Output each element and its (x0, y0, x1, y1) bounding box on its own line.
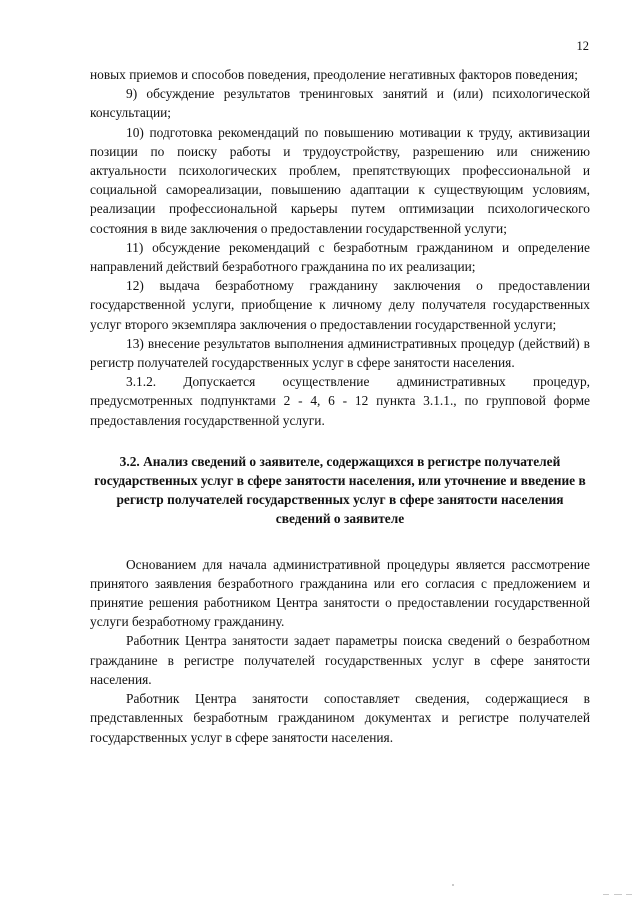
section-spacer (90, 430, 590, 452)
list-item-10: 10) подготовка рекомендаций по повышению мотивации к труду, активизации позиции по поиску работы и трудоустройству, разрешению или снижению актуальности психологических проблем, препятствующих профессиональной и социальной самореализации, повышению адаптации к существующим условиям, реализации профессиональной карьеры путем оптимизации психологического состояния в виде заключения о предоставлении государственной услуги; (90, 124, 590, 236)
list-item-9: 9) обсуждение результатов тренинговых занятий и (или) психологической консультации; (90, 86, 590, 121)
section-paragraph: Основанием для начала административной процедуры является рассмотрение принятого заявления безработного гражданина или его согласия с предложением и принятие решения работником Центра занятости о предоставлении государственной услуги безработному гражданину. (90, 556, 590, 630)
scan-speck (626, 894, 632, 895)
list-item-12: 12) выдача безработному гражданину заключения о предоставлении государственной услуги, приобщение к личному делу получателя государственных услуг второго экземпляра заключения о предоставлении государственной услуги; (90, 278, 590, 332)
heading-spacer (90, 529, 590, 555)
scan-speck (603, 894, 609, 895)
section-heading-3-2: 3.2. Анализ сведений о заявителе, содержащихся в регистре получателей государственных услуг в сфере занятости населения, или уточнение и введение в регистр получателей государственных услуг в сфере занятости населения сведений о заявителе (94, 453, 586, 527)
list-item-13: 13) внесение результатов выполнения административных процедур (действий) в регистр получателей государственных услуг в сфере занятости населения. (90, 335, 590, 371)
intro-paragraph: новых приемов и способов поведения, преодоление негативных факторов поведения; (90, 67, 578, 82)
section-paragraph: Работник Центра занятости сопоставляет сведения, содержащиеся в представленных безработным гражданином документах и регистре получателей государственных услуг в сфере занятости населения. (90, 691, 590, 745)
clause-3-1-2: 3.1.2. Допускается осуществление административных процедур, предусмотренных подпунктами 2 - 4, 6 - 12 пункта 3.1.1., по групповой форме предоставления государственной услуги. (90, 374, 590, 428)
scan-speck (614, 894, 622, 895)
scan-speck (452, 884, 454, 886)
document-body (90, 65, 590, 747)
page-number: 12 (576, 39, 589, 53)
list-item-11: 11) обсуждение рекомендаций с безработным гражданином и определение направлений действий безработного гражданина по их реализации; (90, 239, 590, 275)
section-paragraph: Работник Центра занятости задает параметры поиска сведений о безработном гражданине в регистре получателей государственных услуг в сфере занятости населения. (90, 633, 590, 687)
